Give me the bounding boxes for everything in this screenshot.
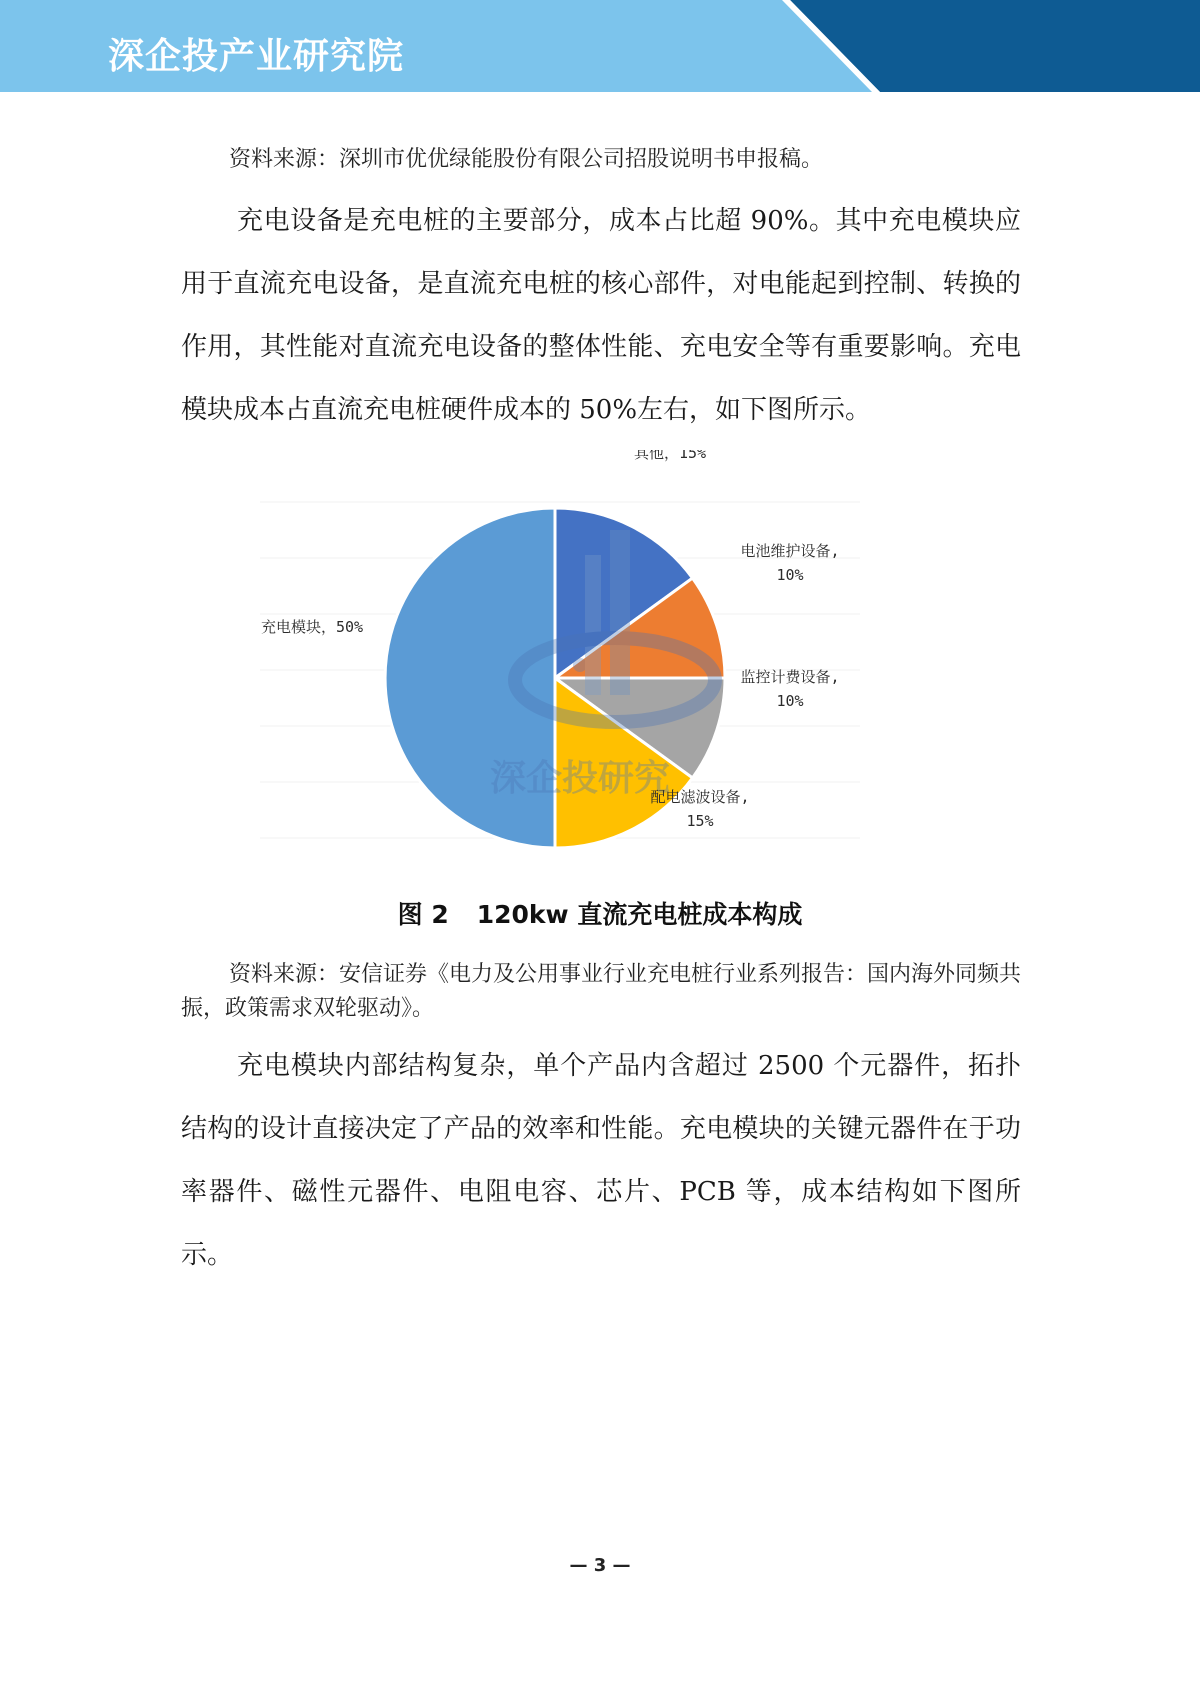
figure-title: 120kw 直流充电桩成本构成 [476, 900, 803, 929]
paragraph-1: 充电设备是充电桩的主要部分，成本占比超 90%。其中充电模块应用于直流充电设备，是直流充电桩的核心部件，对电能起到控制、转换的作用，其性能对直流充电设备的整体性能、充电安全等有重要影响。充电模块成本占直流充电桩硬件成本的 50%左右，如下图所示。 [181, 206, 1021, 425]
watermark-text: 深企投研究 [489, 757, 671, 799]
watermark-star-icon [573, 658, 587, 672]
source-note-2: 资料来源：安信证券《电力及公用事业行业充电桩行业系列报告：国内海外同频共振，政策需求双轮驱动》。 [181, 962, 1022, 1021]
pie-label-3: 监控计费设备, 10% [740, 668, 840, 710]
watermark-building-icon [585, 555, 601, 695]
source-note-1: 资料来源：深圳市优优绿能股份有限公司招股说明书申报稿。 [229, 147, 824, 172]
header-title: 深企投产业研究院 [108, 36, 405, 77]
pie-chart [240, 450, 960, 890]
pie-label-5: 充电模块，50% [260, 618, 364, 636]
figure-caption [0, 895, 1200, 931]
figure-number: 图 2 [397, 900, 449, 929]
pie-label-1: 其他，15% [633, 450, 707, 462]
pie-chart-svg [240, 450, 960, 890]
watermark-building-icon [610, 530, 630, 695]
pie-label-4: 配电滤波设备, 15% [650, 788, 750, 830]
pie-label-2: 电池维护设备, 10% [740, 542, 840, 584]
paragraph-2: 充电模块内部结构复杂，单个产品内含超过 2500 个元器件，拓扑结构的设计直接决定了产品的效率和性能。充电模块的关键元器件在于功率器件、磁性元器件、电阻电容、芯片、PCB 等，成本结构如下图所示。 [181, 1051, 1021, 1270]
page-header [0, 0, 1200, 92]
page-number: — 3 — [569, 1555, 631, 1576]
